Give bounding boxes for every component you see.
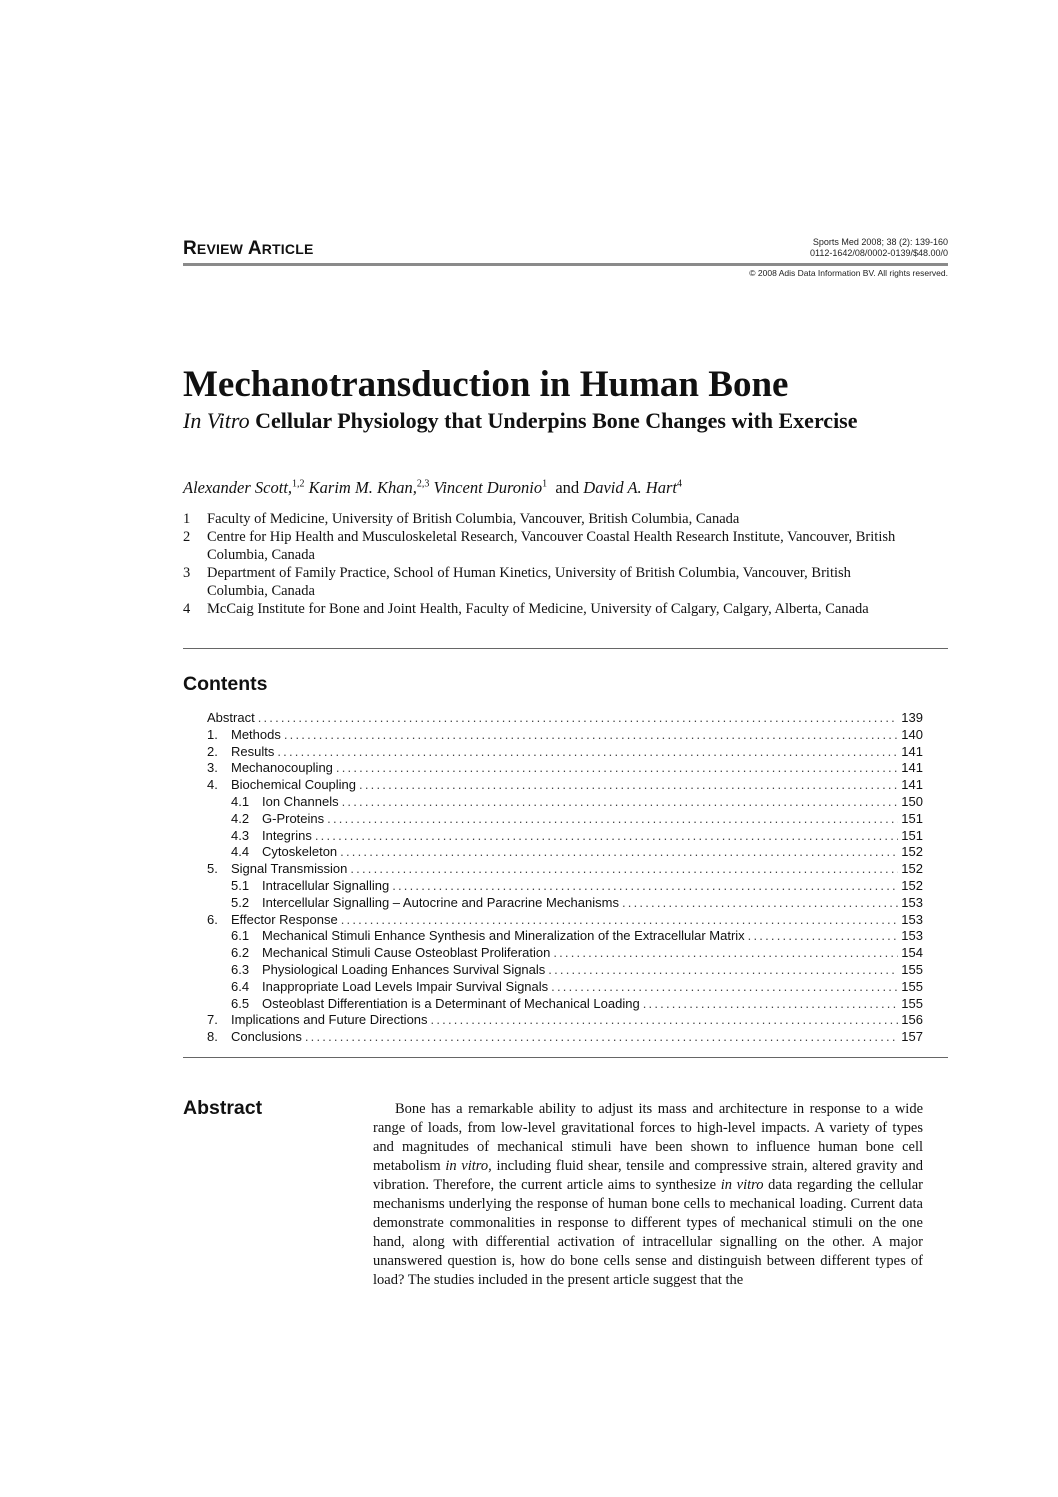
abstract-heading: Abstract bbox=[183, 1097, 263, 1119]
author-name: Vincent Duronio bbox=[433, 478, 543, 497]
toc-section-title: Conclusions bbox=[231, 1029, 302, 1045]
toc-page-number: 150 bbox=[901, 793, 923, 809]
author-affil-ref: 4 bbox=[676, 478, 682, 490]
toc-section-title: Intercellular Signalling – Autocrine and Paracrine Mechanisms bbox=[262, 894, 619, 910]
toc-section-title: Cytoskeleton bbox=[262, 844, 338, 860]
divider-bottom bbox=[183, 1057, 948, 1058]
abstract-italic-term: in vitro bbox=[720, 1177, 764, 1193]
toc-section-title: Effector Response bbox=[231, 911, 338, 927]
toc-leader-dots bbox=[258, 710, 899, 727]
journal-citation bbox=[810, 237, 948, 259]
copyright-notice: © 2008 Adis Data Information BV. All rights reserved. bbox=[749, 268, 948, 278]
toc-section-number: 6.3 bbox=[231, 961, 250, 977]
toc-entry[interactable] bbox=[207, 945, 923, 962]
toc-page-number: 155 bbox=[901, 978, 923, 994]
toc-page-number: 141 bbox=[901, 760, 923, 776]
toc-section-title: Mechanical Stimuli Enhance Synthesis and Mineralization of the Extracellular Matrix bbox=[262, 928, 745, 944]
toc-leader-dots bbox=[305, 1029, 898, 1046]
toc-page-number: 139 bbox=[901, 710, 923, 725]
toc-section-number: 1. bbox=[207, 726, 218, 742]
divider-top bbox=[183, 648, 948, 649]
toc-entry[interactable] bbox=[207, 710, 923, 727]
toc-page-number: 140 bbox=[901, 726, 923, 742]
toc-leader-dots bbox=[315, 828, 898, 845]
toc-entry[interactable] bbox=[207, 844, 923, 861]
toc-entry[interactable] bbox=[207, 962, 923, 979]
toc-section-title: Biochemical Coupling bbox=[231, 777, 357, 793]
toc-section-title: Results bbox=[231, 743, 275, 759]
toc-entry[interactable] bbox=[207, 744, 923, 761]
toc-page-number: 153 bbox=[901, 894, 923, 910]
toc-entry[interactable] bbox=[207, 979, 923, 996]
author-name: Karim M. Khan, bbox=[308, 478, 417, 497]
toc-section-title: Osteoblast Differentiation is a Determinant of Mechanical Loading bbox=[262, 995, 640, 1011]
toc-entry[interactable] bbox=[207, 996, 923, 1013]
toc-section-number: 7. bbox=[207, 1012, 218, 1028]
affiliation-list bbox=[183, 510, 903, 618]
article-subtitle bbox=[183, 408, 903, 434]
author-affil-ref: 2,3 bbox=[416, 478, 430, 490]
toc-section-number: 4. bbox=[207, 777, 218, 793]
toc-section-title: Ion Channels bbox=[262, 793, 339, 809]
toc-entry[interactable] bbox=[207, 928, 923, 945]
toc-section-title: Abstract bbox=[207, 710, 255, 725]
toc-page-number: 151 bbox=[901, 810, 923, 826]
toc-entry[interactable] bbox=[207, 777, 923, 794]
toc-leader-dots bbox=[327, 811, 898, 828]
toc-section-number: 8. bbox=[207, 1029, 218, 1045]
toc-section-title: Physiological Loading Enhances Survival Signals bbox=[262, 961, 546, 977]
toc-leader-dots bbox=[548, 962, 898, 979]
affiliation-text: McCaig Institute for Bone and Joint Health, Faculty of Medicine, University of Calgary, Calgary, Alberta, Canada bbox=[207, 601, 869, 617]
toc-section-number: 6.2 bbox=[231, 945, 250, 961]
issn-line: 0112-1642/08/0002-0139/$48.00/0 bbox=[810, 248, 948, 258]
toc-section-title: Methods bbox=[231, 726, 281, 742]
affiliation-number: 4 bbox=[183, 601, 191, 617]
toc-leader-dots bbox=[643, 996, 899, 1013]
toc-section-number: 5.2 bbox=[231, 894, 250, 910]
affiliation-item bbox=[183, 528, 903, 564]
affiliation-text: Centre for Hip Health and Musculoskeletal Research, Vancouver Coastal Health Research Institute, Vancouver, British Columbia, Canada bbox=[207, 529, 896, 563]
toc-page-number: 154 bbox=[901, 945, 923, 961]
toc-page-number: 152 bbox=[901, 844, 923, 860]
toc-section-title: Intracellular Signalling bbox=[262, 877, 390, 893]
toc-page-number: 155 bbox=[901, 961, 923, 977]
toc-leader-dots bbox=[359, 777, 898, 794]
affiliation-number: 1 bbox=[183, 511, 191, 527]
toc-section-number: 6.5 bbox=[231, 995, 250, 1011]
toc-page-number: 152 bbox=[901, 861, 923, 877]
toc-leader-dots bbox=[277, 744, 898, 761]
abstract-body bbox=[373, 1100, 923, 1290]
toc-entry[interactable] bbox=[207, 878, 923, 895]
affiliation-number: 3 bbox=[183, 565, 191, 581]
toc-leader-dots bbox=[336, 760, 898, 777]
header-rule bbox=[183, 263, 948, 266]
toc-entry[interactable] bbox=[207, 727, 923, 744]
toc-leader-dots bbox=[551, 979, 898, 996]
toc-section-number: 4.2 bbox=[231, 810, 250, 826]
toc-page-number: 153 bbox=[901, 911, 923, 927]
subtitle-rest: Cellular Physiology that Underpins Bone Changes with Exercise bbox=[249, 408, 858, 433]
affiliation-text: Department of Family Practice, School of Human Kinetics, University of British Columbia, Vancouver, British Columbia, Canada bbox=[207, 565, 851, 599]
toc-section-title: Signal Transmission bbox=[231, 861, 348, 877]
toc-section-number: 5.1 bbox=[231, 877, 250, 893]
toc-section-number: 6. bbox=[207, 911, 218, 927]
toc-entry[interactable] bbox=[207, 895, 923, 912]
author-list bbox=[183, 478, 682, 498]
affiliation-item bbox=[183, 510, 903, 528]
toc-page-number: 157 bbox=[901, 1029, 923, 1045]
author-conjunction: and bbox=[555, 478, 580, 497]
toc-leader-dots bbox=[340, 844, 898, 861]
toc-entry[interactable] bbox=[207, 861, 923, 878]
toc-section-title: Inappropriate Load Levels Impair Survival Signals bbox=[262, 978, 549, 994]
toc-section-number: 4.3 bbox=[231, 827, 250, 843]
toc-section-number: 4.1 bbox=[231, 793, 250, 809]
toc-entry[interactable] bbox=[207, 811, 923, 828]
toc-leader-dots bbox=[342, 794, 899, 811]
toc-leader-dots bbox=[350, 861, 898, 878]
toc-section-title: Implications and Future Directions bbox=[231, 1012, 428, 1028]
toc-section-title: Mechanical Stimuli Cause Osteoblast Proliferation bbox=[262, 945, 551, 961]
toc-leader-dots bbox=[431, 1012, 899, 1029]
toc-entry[interactable] bbox=[207, 794, 923, 811]
toc-section-number: 4.4 bbox=[231, 844, 250, 860]
abstract-text: Bone has a remarkable ability to adjust its mass and architecture in response to a wide range of loads, from low-level gravitational forces to high-level impacts. A variety of types and magnitudes of mechanical stimuli have been shown to influence human bone cell metabolism bbox=[373, 1101, 923, 1174]
author-name: David A. Hart bbox=[583, 478, 677, 497]
contents-heading: Contents bbox=[183, 673, 268, 695]
abstract-italic-term: in vitro bbox=[445, 1158, 489, 1174]
toc-leader-dots bbox=[341, 912, 899, 929]
citation-line: Sports Med 2008; 38 (2): 139-160 bbox=[812, 237, 948, 247]
toc-page-number: 155 bbox=[901, 995, 923, 1011]
toc-entry[interactable] bbox=[207, 1012, 923, 1029]
toc-page-number: 141 bbox=[901, 743, 923, 759]
toc-leader-dots bbox=[748, 928, 899, 945]
author-name: Alexander Scott, bbox=[183, 478, 293, 497]
affiliation-text: Faculty of Medicine, University of British Columbia, Vancouver, British Columbia, Canada bbox=[207, 511, 740, 527]
toc-entry[interactable] bbox=[207, 760, 923, 777]
toc-page-number: 153 bbox=[901, 928, 923, 944]
toc-section-title: G-Proteins bbox=[262, 810, 325, 826]
abstract-text: , including fluid shear, tensile and compressive strain, altered gravity and vibration. Therefore, the current article aims to synthesize bbox=[373, 1158, 923, 1193]
toc-page-number: 141 bbox=[901, 777, 923, 793]
toc-entry[interactable] bbox=[207, 828, 923, 845]
affiliation-item bbox=[183, 564, 903, 600]
toc-page-number: 152 bbox=[901, 877, 923, 893]
article-title: Mechanotransduction in Human Bone bbox=[183, 364, 789, 405]
toc-leader-dots bbox=[392, 878, 898, 895]
toc-section-title: Integrins bbox=[262, 827, 312, 843]
toc-leader-dots bbox=[622, 895, 898, 912]
table-of-contents bbox=[207, 710, 923, 1046]
toc-entry[interactable] bbox=[207, 912, 923, 929]
article-type-label: REVIEW ARTICLE bbox=[183, 238, 314, 259]
toc-leader-dots bbox=[553, 945, 898, 962]
affiliation-number: 2 bbox=[183, 529, 191, 545]
toc-section-number: 6.1 bbox=[231, 928, 250, 944]
author-affil-ref: 1 bbox=[542, 478, 548, 490]
subtitle-italic: In Vitro bbox=[183, 408, 250, 433]
toc-section-title: Mechanocoupling bbox=[231, 760, 333, 776]
toc-section-number: 6.4 bbox=[231, 978, 250, 994]
abstract-text: data regarding the cellular mechanisms underlying the response of human bone cells to mechanical loading. Current data demonstrate commonalities in response to different types of mechanical stimuli on the one hand, along with differential activation of intracellular signalling on the other. A major unanswered question is, how do bone cells sense and distinguish between different types of load? The studies included in the present article suggest that the bbox=[373, 1177, 923, 1288]
toc-leader-dots bbox=[284, 727, 898, 744]
affiliation-item bbox=[183, 600, 903, 618]
toc-section-number: 2. bbox=[207, 743, 218, 759]
toc-section-number: 3. bbox=[207, 760, 218, 776]
toc-entry[interactable] bbox=[207, 1029, 923, 1046]
toc-page-number: 156 bbox=[901, 1012, 923, 1028]
author-affil-ref: 1,2 bbox=[292, 478, 305, 490]
toc-section-number: 5. bbox=[207, 861, 218, 877]
toc-page-number: 151 bbox=[901, 827, 923, 843]
